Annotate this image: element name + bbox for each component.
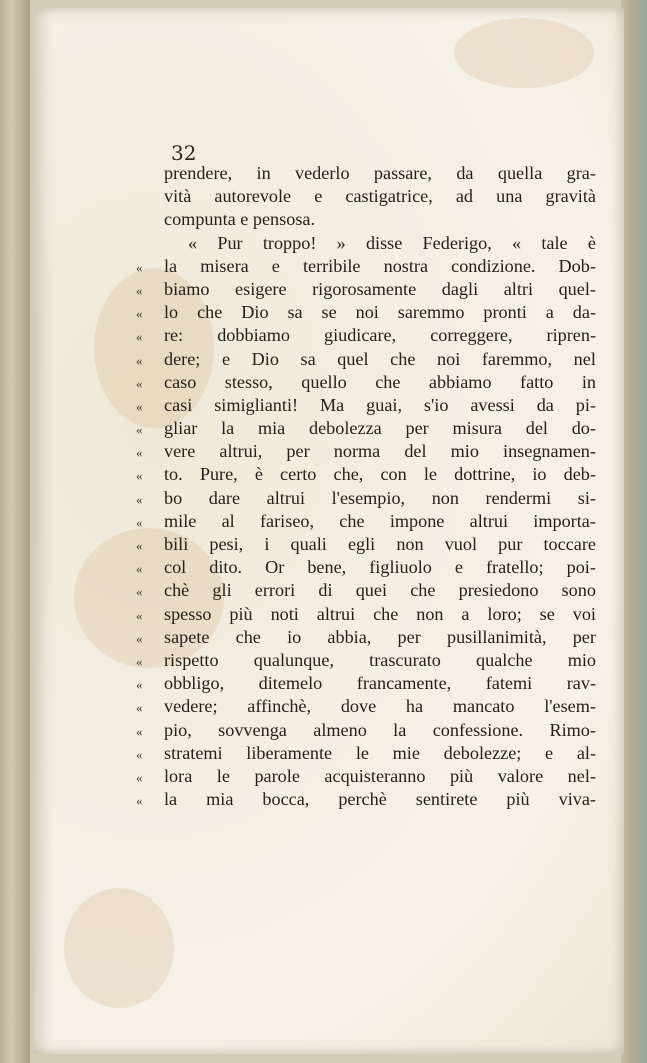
text-line <box>136 533 596 556</box>
text-line <box>164 162 596 185</box>
quote-mark: « <box>136 422 143 438</box>
text-line <box>136 440 596 463</box>
quote-mark: « <box>136 514 143 530</box>
line-text: compunta e pensosa. <box>164 209 316 230</box>
text-line <box>136 765 596 788</box>
line-text: chè gli errori di quei che presiedono sono <box>164 580 596 601</box>
text-line <box>164 208 596 231</box>
quote-mark: « <box>136 769 143 785</box>
line-text: to. Pure, è certo che, con le dottrine, io deb- <box>164 464 596 485</box>
text-line <box>136 255 596 278</box>
quote-mark: « <box>136 607 143 623</box>
quote-mark: « <box>136 561 143 577</box>
foxing-stain <box>64 888 174 1008</box>
text-line <box>136 672 596 695</box>
line-text: vedere; affinchè, dove ha mancato l'esem- <box>164 696 596 717</box>
text-line <box>136 556 596 579</box>
line-text: gliar la mia debolezza per misura del do- <box>164 418 596 439</box>
text-line <box>136 626 596 649</box>
line-text: « Pur troppo! » disse Federigo, « tale è <box>188 232 596 253</box>
quote-mark: « <box>136 398 143 414</box>
line-text: la mia bocca, perchè sentirete più viva- <box>164 789 596 810</box>
text-line <box>136 348 596 371</box>
quote-mark: « <box>136 630 143 646</box>
quote-mark: « <box>136 282 143 298</box>
quote-mark: « <box>136 352 143 368</box>
text-line <box>136 649 596 672</box>
line-text: col dito. Or bene, figliuolo e fratello; poi- <box>164 557 596 578</box>
text-line <box>136 301 596 324</box>
line-text: obbligo, ditemelo francamente, fatemi rav- <box>164 673 596 694</box>
quote-mark: « <box>136 306 143 322</box>
page-number: 32 <box>171 141 197 165</box>
text-line <box>164 232 596 255</box>
body-text <box>136 162 596 811</box>
quote-mark: « <box>136 584 143 600</box>
line-text: pio, sovvenga almeno la confessione. Rimo- <box>164 719 596 740</box>
text-line <box>136 603 596 626</box>
line-text: casi simiglianti! Ma guai, s'io avessi da pi- <box>164 394 596 415</box>
quote-mark: « <box>136 793 143 809</box>
quote-mark: « <box>136 329 143 345</box>
quote-mark: « <box>136 375 143 391</box>
text-line <box>136 278 596 301</box>
text-line <box>136 695 596 718</box>
quote-mark: « <box>136 723 143 739</box>
text-line <box>136 324 596 347</box>
line-text: sapete che io abbia, per pusillanimità, per <box>164 626 596 647</box>
book-binding-edge <box>0 0 30 1063</box>
line-text: prendere, in vederlo passare, da quella gra- <box>164 163 596 183</box>
quote-mark: « <box>136 700 143 716</box>
line-text: bo dare altrui l'esempio, non rendermi si- <box>164 487 596 508</box>
line-text: lora le parole acquisteranno più valore nel- <box>164 765 596 786</box>
line-text: vere altrui, per norma del mio insegnamen- <box>164 441 596 462</box>
quote-mark: « <box>136 491 143 507</box>
line-text: re: dobbiamo giudicare, correggere, ripren- <box>164 325 596 346</box>
line-text: lo che Dio sa se noi saremmo pronti a da- <box>164 302 596 323</box>
quote-mark: « <box>136 259 143 275</box>
quote-mark: « <box>136 445 143 461</box>
line-text: mile al fariseo, che impone altrui importa- <box>164 510 596 531</box>
quote-mark: « <box>136 746 143 762</box>
text-line <box>136 742 596 765</box>
line-text: spesso più noti altrui che non a loro; se voi <box>164 603 596 624</box>
text-line <box>136 417 596 440</box>
text-line <box>136 719 596 742</box>
text-line <box>136 487 596 510</box>
text-line <box>136 510 596 533</box>
text-line <box>136 463 596 486</box>
text-line <box>136 788 596 811</box>
line-text: rispetto qualunque, trascurato qualche mio <box>164 649 596 670</box>
text-line <box>136 371 596 394</box>
book-right-edge <box>621 0 647 1063</box>
quote-mark: « <box>136 538 143 553</box>
foxing-stain <box>454 18 594 88</box>
text-line <box>136 394 596 417</box>
line-text: stratemi liberamente le mie debolezze; e al- <box>164 742 596 763</box>
line-text: la misera e terribile nostra condizione. Dob- <box>164 255 596 276</box>
text-line <box>136 579 596 602</box>
line-text: biamo esigere rigorosamente dagli altri quel- <box>164 278 596 299</box>
quote-mark: « <box>136 653 143 669</box>
quote-mark: « <box>136 468 143 484</box>
quote-mark: « <box>136 677 143 693</box>
line-text: dere; e Dio sa quel che noi faremmo, nel <box>164 348 596 369</box>
line-text: caso stesso, quello che abbiamo fatto in <box>164 371 596 392</box>
line-text: vità autorevole e castigatrice, ad una gravità <box>164 186 596 207</box>
line-text: bili pesi, i quali egli non vuol pur toccare <box>164 534 596 554</box>
text-line <box>164 185 596 208</box>
